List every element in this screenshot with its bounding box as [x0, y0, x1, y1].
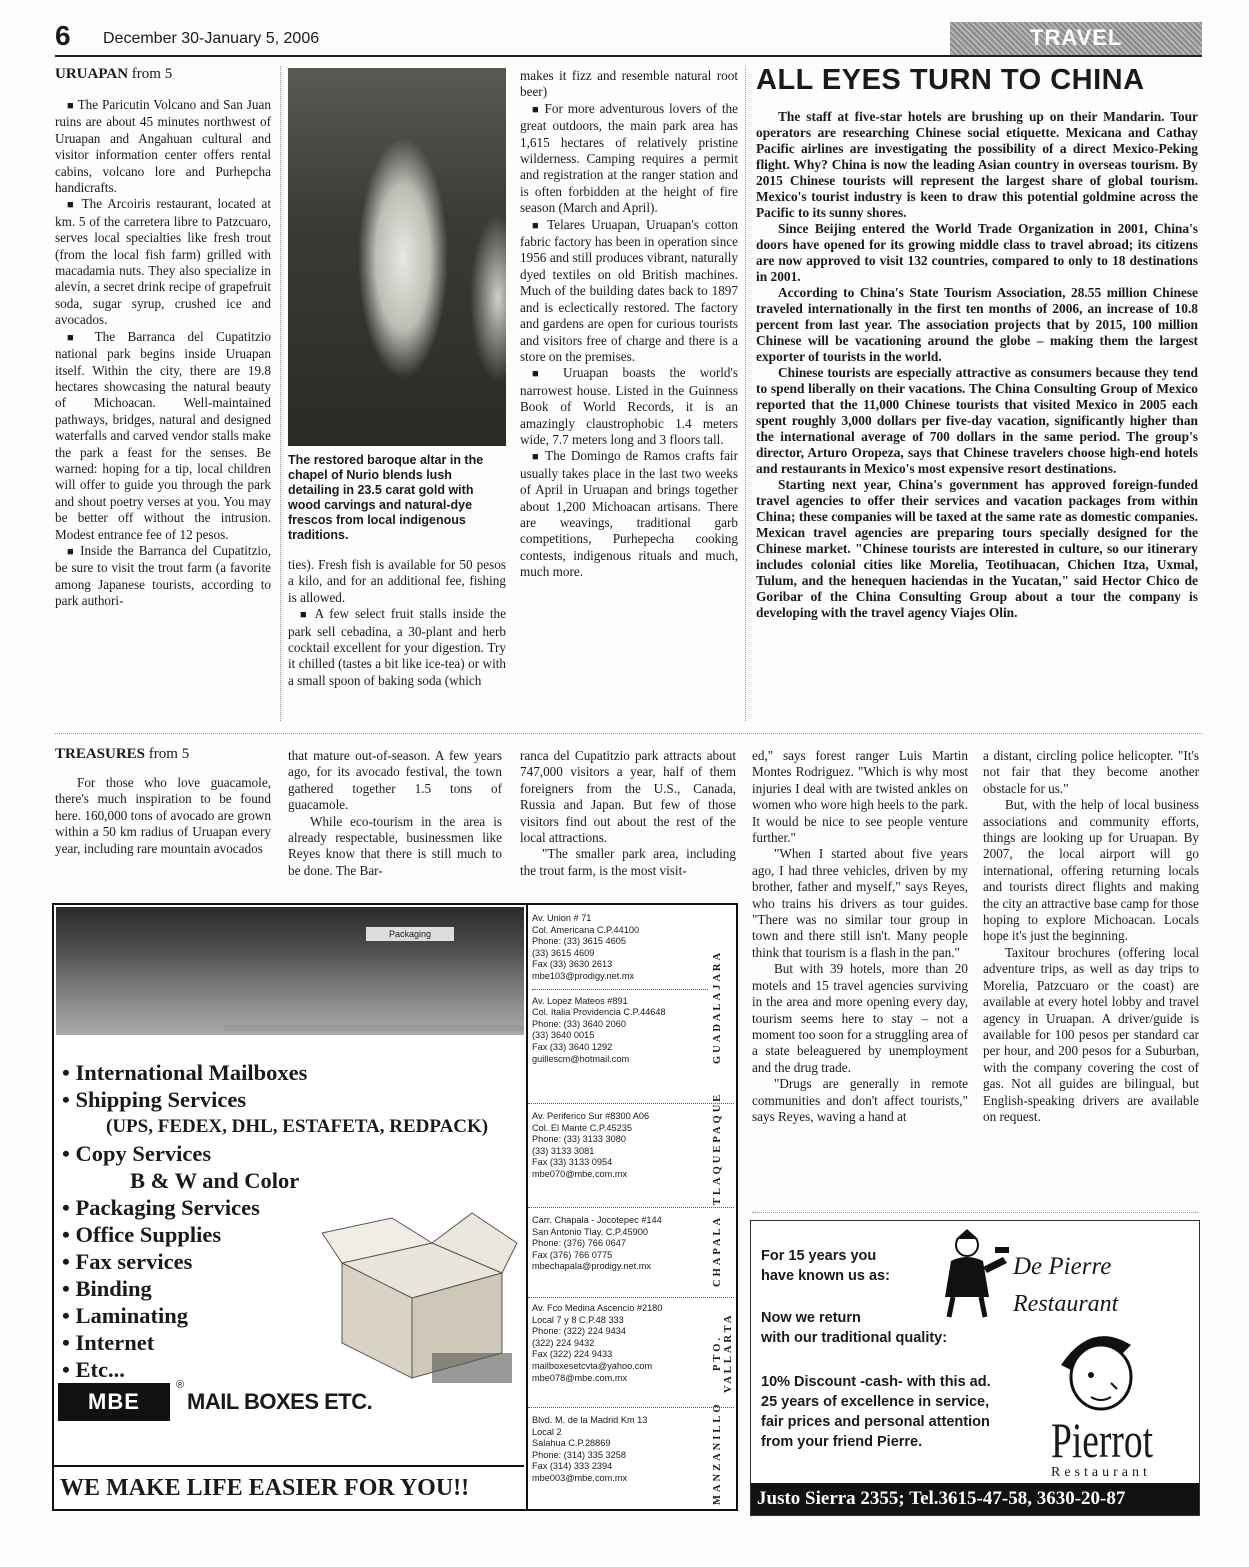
city-chapala: CHAPALA	[712, 1214, 723, 1288]
pierrot-logo: Pierrot	[1051, 1412, 1154, 1468]
store-photo	[56, 907, 524, 1035]
altar-photo	[288, 68, 506, 446]
uruapan-col2	[288, 557, 506, 689]
service-sub: B & W and Color	[130, 1168, 300, 1193]
city-guadalajara: GUADALAJARA	[712, 949, 723, 1065]
treasures-col5	[983, 748, 1199, 1125]
ad-line: with our traditional quality:	[761, 1330, 948, 1346]
slogan-rule	[54, 1465, 524, 1467]
uruapan-para-1: ■ The Paricutin Volcano and San Juan ruins are about 45 minutes northwest of Uruapan and Angahuan cultural and visitor information center offers rental cabins, volcano lore and Purhepcha handicrafts.	[55, 97, 271, 196]
treasures-col1	[55, 746, 271, 857]
pierrot-face-icon	[1051, 1325, 1151, 1415]
service-item: • Office Supplies	[62, 1222, 222, 1247]
treasures-c3a: ranca del Cupatitzio park attracts about 747,000 visitors a year, half of them foreigners from the U.S., Canada, Russia and Japan. But few of those visitors find out about the rest of the local attractions.	[520, 748, 736, 846]
service-item: • Laminating	[62, 1303, 189, 1328]
treasures-c1: For those who love guacamole, there's much inspiration to be found here. 160,000 tons of avocado are grown within a 50 km radius of Uruapan every year, including rare mountain avocados	[55, 775, 271, 856]
uruapan-col3-para-2: ■ Telares Uruapan, Uruapan's cotton fabric factory has been in operation since 1956 and still produces vibrant, naturally dyed textiles on old British machines. Much of the building dates back to 1897 and is eclectically restored. The factory and gardens are open for curious tourists and visitors free of charge and there is a store on the premises.	[520, 217, 738, 366]
treasures-c4b: "When I started about five years ago, I had three vehicles, driven by my brother, father and myself," says Reyes, who trains his drivers as tour guides. "There was no similar tour group in town and there still isn't. Many people think that tourism is a flash in the pan."	[752, 846, 968, 960]
section-divider	[55, 733, 1202, 734]
ad-line: 25 years of excellence in service,	[761, 1394, 990, 1410]
packaging-sign: Packaging	[366, 927, 454, 941]
address-guadalajara: Av. Union # 71 Col. Americana C.P.44100 Phone: (33) 3615 4605 (33) 3615 4609 Fax (33) 3630 2613 mbe103@prodigy.net.mx Av. Lopez Mateos #891 Col. Italia Providencia C.P.44648 Phone: (33) 3640 2060 (33) 3640 0015 Fax (33) 3640 1292 guillescm@hotmail.com	[532, 913, 708, 1065]
pierre-address-phone: Justo Sierra 2355; Tel.3615-47-58, 3630-20-87	[751, 1483, 1199, 1515]
treasures-col3	[520, 748, 736, 879]
treasures-col4	[752, 748, 968, 1125]
china-article	[756, 109, 1198, 621]
page-number: 6	[55, 20, 71, 51]
service-item: • Binding	[62, 1276, 152, 1301]
service-sub: (UPS, FEDEX, DHL, ESTAFETA, REDPACK)	[106, 1116, 489, 1137]
uruapan-col3-top: makes it fizz and resemble natural root beer)	[520, 68, 738, 100]
china-headline: ALL EYES TURN TO CHINA	[756, 64, 1145, 96]
address-tlaquepaque: Av. Periferico Sur #8300 A06 Col. El Mante C.P.45235 Phone: (33) 3133 3080 (33) 3133 3081 Fax (33) 3133 0954 mbe070@mbe.com.mx	[532, 1111, 650, 1179]
issue-date: December 30-January 5, 2006	[103, 30, 320, 47]
ad-line: from your friend Pierre.	[761, 1434, 923, 1450]
mbe-slogan: WE MAKE LIFE EASIER FOR YOU!!	[60, 1475, 470, 1501]
service-item: • Etc...	[62, 1357, 125, 1382]
service-item: • Internet	[62, 1330, 155, 1355]
service-item: • Fax services	[62, 1249, 193, 1274]
city-manzanillo: MANZANILLO	[712, 1401, 723, 1505]
treasures-c2a: that mature out-of-season. A few years ago, for its avocado festival, the town gathered together 1.5 tons of guacamole.	[288, 748, 502, 813]
treasures-col2	[288, 748, 502, 879]
shipping-box-illustration	[322, 1203, 522, 1393]
city-tlaquepaque: TLAQUEPAQUE	[712, 1091, 723, 1205]
service-item: • Shipping Services	[62, 1087, 247, 1112]
counter	[224, 1025, 524, 1031]
address-rule	[528, 1297, 734, 1298]
china-para-3: According to China's State Tourism Association, 28.55 million Chinese traveled internationally in the first ten months of 2006, an increase of 10.8 percent from last year. The association projects that by 2015, 100 million Chinese will be vacationing around the globe – making them the largest exporter of tourists in the world.	[756, 285, 1198, 364]
uruapan-para-4: ■ Inside the Barranca del Cupatitzio, be sure to visit the trout farm (a favorite among Japanese tourists, according to park authori-	[55, 543, 271, 610]
column-divider	[280, 66, 281, 721]
treasures-c5c: Taxitour brochures (offering local adventure trips, as well as day trips to Morelia, Patzcuaro or the coast) are available at every hotel lobby and travel agency in Uruapan. A driver/guide is available for 100 pesos per standard car per hour, and 200 pesos for a Suburban, with the company covering the cost of gas. Not all guides are bilingual, but English-speaking drivers are available on request.	[983, 944, 1199, 1124]
address-rule	[528, 1103, 734, 1104]
address-manzanillo: Blvd. M. de la Madrid Km 13 Local 2 Salahua C.P.28869 Phone: (314) 335 3258 Fax (314) 333 2394 mbe003@mbe.com.mx	[532, 1415, 648, 1483]
treasures-c4a: ed," says forest ranger Luis Martin Montes Rodriguez. "Which is why most injuries I deal with are twisted ankles on women who wore high heels to the park. It would be nice to see people venture further."	[752, 748, 968, 846]
ad-line: Now we return	[761, 1310, 861, 1326]
service-item: • Packaging Services	[62, 1195, 260, 1220]
ad-line: have known us as:	[761, 1268, 890, 1284]
uruapan-para-3: ■ The Barranca del Cupatitzio national park begins inside Uruapan itself. Within the city, there are 19.8 hectares showcasing the natural beauty of Michoacan. Well-maintained pathways, bridges, natural and designed waterfalls and carved vendor stalls make the park a feast for the senses. Be warned: hoping for a tip, local children will offer to guide you through the park and shout poetry verses at you. You may be better off without the intrusion. Modest entrance fee of 12 pesos.	[55, 329, 271, 543]
china-para-2: Since Beijing entered the World Trade Organization in 2001, China's doors have opened for its growing middle class to travel abroad; its citizens are now approved to visit 132 countries, compared to only to 18 destinations in 2001.	[756, 221, 1198, 284]
service-item: • International Mailboxes	[62, 1060, 308, 1085]
treasures-c2b: While eco-tourism in the area is already respectable, businessmen like Reyes know that there is still much to be done. The Bar-	[288, 813, 502, 878]
uruapan-col2-text: ties). Fresh fish is available for 50 pesos a kilo, and for an additional fee, fishing is allowed.	[288, 557, 506, 605]
uruapan-para-2: ■ The Arcoiris restaurant, located at km. 5 of the carretera libre to Patzcuaro, serves local specialties like fresh trout (from the local fish farm) grilled with macadamia nuts. They also specialize in alevín, a secret drink recipe of grapefruit soda, sugar syrup, crushed ice and avocados.	[55, 196, 271, 328]
mbe-brand-name: MAIL BOXES ETC.	[187, 1389, 373, 1414]
treasures-c3b: "The smaller park area, including the trout farm, is the most visit-	[520, 846, 736, 878]
mbe-logo: MBE	[58, 1383, 170, 1421]
treasures-c4d: "Drugs are generally in remote communities and don't affect tourists," says Reyes, waving a hand at	[752, 1076, 968, 1124]
waiter-logo-icon	[937, 1227, 1011, 1319]
treasures-c4c: But with 39 hotels, more than 20 motels and 15 travel agencies surviving in the area and more opening every day, tourism seems here to stay – not a moment too soon for a struggling area of a state beleaguered by unemployment and the drug trade.	[752, 961, 968, 1075]
pierrot-restaurant: Restaurant	[1051, 1465, 1151, 1480]
pierre-advertisement[interactable]	[750, 1220, 1200, 1516]
de-pierre-logo: De Pierre	[1013, 1253, 1112, 1280]
china-para-4: Chinese tourists are especially attractive as consumers because they tend to spend liberally on their vacations. The China Consulting Group of Mexico reported that the 11,000 Chinese tourists that visited Mexico in 2005 each spent roughly 3,000 dollars per five-day vacation, significantly higher than the international average of 700 dollars in the same period. The group's director, Arturo Oropeza, says that Chinese travelers choose high-end hotels and restaurants in Mexico's most expensive resort destinations.	[756, 365, 1198, 476]
ad-line: fair prices and personal attention	[761, 1414, 990, 1430]
column-divider	[745, 66, 746, 721]
uruapan-col3-para-3: ■ Uruapan boasts the world's narrowest house. Listed in the Guinness Book of World Records, it is an amazingly claustrophobic 1.4 meters wide, 7.7 meters long and 3 floors tall.	[520, 365, 738, 448]
header-rule	[55, 55, 1202, 57]
ad-line: 10% Discount -cash- with this ad.	[761, 1374, 991, 1390]
photo-caption: The restored baroque altar in the chapel of Nurio blends lush detailing in 23.5 carat gold with wood carvings and natural-dye frescos from local indigenous traditions.	[288, 453, 484, 542]
china-para-1: The staff at five-star hotels are brushing up on their Mandarin. Tour operators are researching Chinese social etiquette. Mexicana and Cathay Pacific airlines are investigating the possibility of a direct Mexico-Peking flight. Why? China is now the leading Asian country in overseas tourism. By 2015 Chinese tourists will represent the largest share of global tourism. Mexico's tourist industry is keen to draw this potential goldmine across the Pacific to its sunny shores.	[756, 109, 1198, 220]
treasures-c5b: But, with the help of local business associations and community efforts, things are looking up for Uruapan. By 2007, the local airport will go international, offering returning locals and tourists direct flights and making the city an attractive base camp for those hoping to explore Michoacan. Locals hope it's just the beginning.	[983, 797, 1199, 944]
section-label: TRAVEL	[1030, 25, 1123, 50]
uruapan-col1	[55, 66, 271, 610]
mbe-advertisement[interactable]	[52, 903, 738, 1511]
section-banner	[950, 22, 1202, 56]
uruapan-kicker: URUAPAN from 5	[55, 66, 173, 82]
registered-mark: ®	[176, 1379, 185, 1391]
uruapan-col3-para-1: ■ For more adventurous lovers of the great outdoors, the main park area has 1,615 hectares of relatively pristine wilderness. Camping requires a permit and registration at the ranger station and is often forbidden at the height of fire season (March and April).	[520, 101, 738, 217]
treasures-kicker: TREASURES from 5	[55, 746, 190, 762]
address-vallarta: Av. Fco Medina Ascencio #2180 Local 7 y 8 C.P.48 333 Phone: (322) 224 9434 (322) 224 9432 Fax (322) 224 9433 mailboxesetcvta@yahoo.com mbe078@mbe.com.mx	[532, 1303, 663, 1383]
de-pierre-restaurant: Restaurant	[1013, 1291, 1119, 1317]
china-para-5: Starting next year, China's government has approved foreign-funded travel agencies to offer their services and vacation packages from within China; these companies will be taxed at the same rate as domestic companies. Mexican travel agencies are preparing tours specially designed for the Chinese market. "Chinese tourists are interested in culture, so our itinerary includes colonial cities like Morelia, Teotihuacan, Chichen Itza, Uxmal, Tulum, and the henequen haciendas in the Yucatan," said Hector Chico de Goribar of the China Consulting Group about a tour the company is developing with the travel agency Viajes Olin.	[756, 477, 1198, 620]
treasures-c5a: a distant, circling police helicopter. "It's not fair that they become another obstacle for us."	[983, 748, 1199, 796]
address-chapala: Carr. Chapala - Jocotepec #144 San Antonio Tlay. C.P.45900 Phone: (376) 766 0647 Fax (376) 766 0775 mbechapala@prodigy.net.mx	[532, 1215, 662, 1272]
city-vallarta: PTO. VALLARTA	[712, 1312, 734, 1393]
address-rule	[528, 1407, 734, 1408]
uruapan-col3	[520, 68, 738, 581]
ad-line: For 15 years you	[761, 1248, 877, 1264]
service-item: • Copy Services	[62, 1141, 212, 1166]
uruapan-col2-sq: ■ A few select fruit stalls inside the park sell cebadina, a 30-plant and herb cocktail excellent for your digestion. Try it chilled (tastes a bit like ice-tea) or with a small spoon of baking soda (which	[288, 606, 506, 689]
uruapan-col3-para-4: ■ The Domingo de Ramos crafts fair usually takes place in the last two weeks of April in Uruapan and brings together about 1,200 Michoacan artisans. There are weavings, traditional garb competitions, Purhepecha cooking contests, indigenous rituals and much, much more.	[520, 448, 738, 580]
address-rule	[528, 1207, 734, 1208]
ad-divider	[752, 1212, 1198, 1213]
